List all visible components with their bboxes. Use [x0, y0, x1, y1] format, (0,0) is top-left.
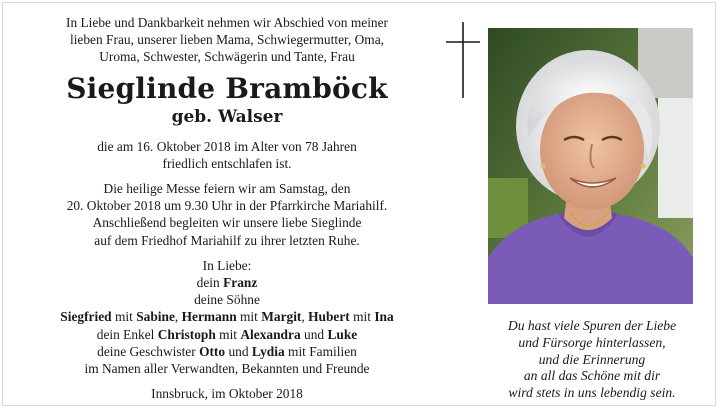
quote-line: und die Erinnerung [538, 351, 646, 367]
connector: mit [114, 309, 133, 325]
quote-line: Du hast viele Spuren der Liebe [507, 318, 677, 333]
death-line: die am 16. Oktober 2018 im Alter von 78 Jahren [97, 138, 357, 154]
partner-name: Alexandra [240, 326, 301, 342]
relatives-line: im Namen aller Verwandten, Bekannten und Freunde [84, 361, 370, 377]
memorial-quote [486, 318, 698, 402]
cross-icon [446, 22, 480, 98]
in-love-label: In Liebe: [202, 257, 252, 273]
husband-prefix: dein [196, 275, 220, 291]
portrait-photo [488, 28, 693, 304]
deceased-name: Sieglinde Bramböck [66, 71, 388, 105]
grandson-name: Christoph [157, 326, 216, 342]
sons-line: Siegfried mit Sabine, Hermann mit Margit, Hubert mit Ina [60, 309, 394, 325]
intro [22, 14, 432, 66]
partner-name: Margit [261, 309, 302, 325]
quote-line: an all das Schöne mit dir [523, 368, 661, 384]
siblings-prefix: deine Geschwister [97, 343, 196, 359]
mass-line: 20. Oktober 2018 um 9.30 Uhr in der Pfarrkirche Mariahilf. [66, 198, 388, 214]
mass-line: auf dem Friedhof Mariahilf zu ihrer letzten Ruhe. [94, 232, 360, 248]
mass-line: Anschließend begleiten wir unsere liebe Sieglinde [92, 215, 362, 231]
connector: und [228, 343, 249, 359]
quote-line: wird stets in uns lebendig sein. [508, 385, 676, 401]
son-name: Siegfried [60, 309, 112, 325]
connector: mit [353, 309, 371, 325]
partner-name: Ina [374, 309, 394, 325]
son-name: Hubert [308, 309, 350, 325]
connector: mit [240, 309, 258, 325]
great-grandchild-name: Luke [327, 326, 358, 342]
sons-label: deine Söhne [194, 292, 260, 308]
husband-name: Franz [223, 275, 258, 291]
intro-line: In Liebe und Dankbarkeit nehmen wir Abschied von meiner [65, 15, 389, 30]
intro-line: lieben Frau, unserer lieben Mama, Schwiegermutter, Oma, [69, 32, 385, 48]
grandson-prefix: dein Enkel [96, 326, 155, 342]
husband-line [22, 274, 432, 291]
son-name: Hermann [181, 309, 237, 325]
notice-text [22, 14, 432, 402]
connector: und [304, 326, 325, 342]
quote-line: und Fürsorge hinterlassen, [518, 334, 666, 350]
siblings-line [22, 343, 432, 360]
partner-name: Sabine [136, 309, 175, 325]
intro-line: Uroma, Schwester, Schwägerin und Tante, Frau [99, 49, 355, 65]
siblings-suffix: mit Familien [288, 343, 357, 359]
mass-line: Die heilige Messe feiern wir am Samstag, den [103, 181, 351, 197]
connector: mit [219, 326, 238, 342]
maiden-name: geb. Walser [171, 106, 283, 127]
sibling-name: Lydia [251, 343, 285, 359]
death-line: friedlich entschlafen ist. [162, 155, 292, 171]
sibling-name: Otto [199, 343, 226, 359]
grandson-line [22, 326, 432, 343]
portrait-illustration [488, 28, 693, 304]
place-date: Innsbruck, im Oktober 2018 [151, 386, 303, 402]
